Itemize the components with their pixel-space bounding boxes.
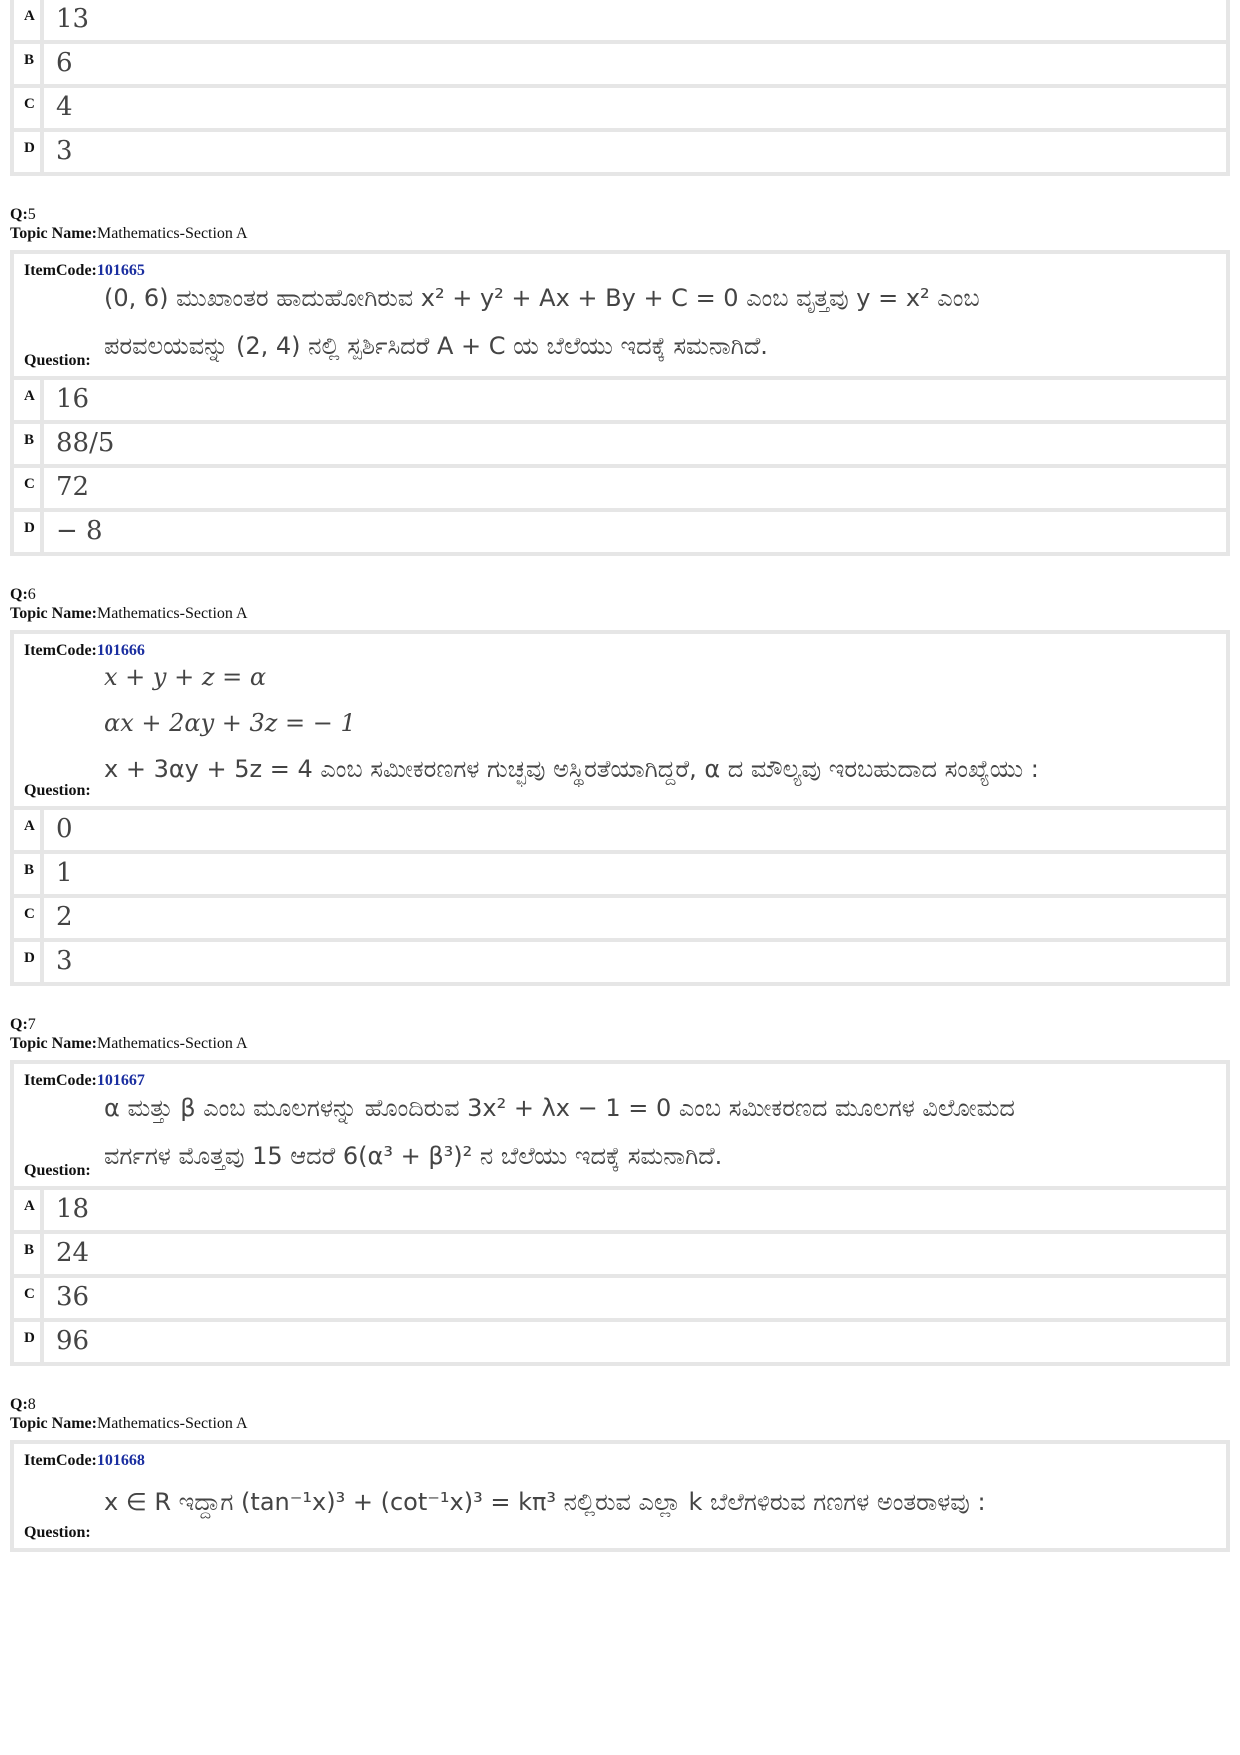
option-row[interactable] (14, 1190, 1226, 1230)
option-row[interactable] (14, 1318, 1226, 1362)
question-line: ವರ್ಗಗಳ ಮೊತ್ತವು 15 ಆದರೆ 6(α³ + β³)² ನ ಬೆಲೆಯು ಇದಕ್ಕೆ ಸಮನಾಗಿದೆ. (104, 1142, 723, 1170)
option-letter: B (14, 424, 44, 464)
item-code: ItemCode:101668 (24, 1452, 145, 1469)
question-number: Q:6 (10, 586, 36, 603)
question-line: x ∈ R ಇದ್ದಾಗ (tan⁻¹x)³ + (cot⁻¹x)³ = kπ³ ನಲ್ಲಿರುವ ಎಲ್ಲಾ k ಬೆಲೆಗಳಿರುವ ಗಣಗಳ ಅಂತರಾಳವು : (104, 1488, 986, 1516)
option-row[interactable] (14, 464, 1226, 508)
option-letter: A (14, 810, 44, 850)
option-value: − 8 (56, 516, 103, 546)
options-list-q4 (10, 0, 1230, 176)
equation-line: x + y + z = α (104, 663, 267, 691)
option-letter: C (14, 1278, 44, 1318)
options-list (10, 1190, 1230, 1366)
option-letter: A (14, 0, 44, 40)
question-line: x + 3αy + 5z = 4 ಎಂಬ ಸಮೀಕರಣಗಳ ಗುಚ್ಛವು ಅಸ್ಥಿರತೆಯಾಗಿದ್ದರೆ, α ದ ಮೌಲ್ಯವು ಇರಬಹುದಾದ ಸಂಖ್ಯೆಯು : (104, 755, 1039, 783)
question-block-5 (10, 206, 1230, 556)
question-number: Q:8 (10, 1396, 36, 1413)
option-value: 16 (56, 384, 90, 414)
topic-name: Topic Name:Mathematics-Section A (10, 1035, 248, 1052)
question-box (10, 250, 1230, 380)
option-row[interactable] (14, 850, 1226, 894)
option-value: 2 (56, 902, 73, 932)
question-line: ಪರವಲಯವನ್ನು (2, 4) ನಲ್ಲಿ ಸ್ಪರ್ಶಿಸಿದರೆ A + C ಯ ಬೆಲೆಯು ಇದಕ್ಕೆ ಸಮನಾಗಿದೆ. (104, 332, 768, 360)
question-number: Q:7 (10, 1016, 36, 1033)
option-row[interactable] (14, 128, 1226, 172)
option-row[interactable] (14, 380, 1226, 420)
question-number: Q:5 (10, 206, 36, 223)
item-code: ItemCode:101665 (24, 262, 145, 279)
option-row[interactable] (14, 1230, 1226, 1274)
question-text (104, 654, 1206, 792)
question-text (104, 274, 1206, 370)
option-row[interactable] (14, 894, 1226, 938)
option-letter: B (14, 44, 44, 84)
item-code: ItemCode:101667 (24, 1072, 145, 1089)
option-letter: D (14, 1322, 44, 1362)
option-value: 36 (56, 1282, 90, 1312)
option-row[interactable] (14, 84, 1226, 128)
option-letter: B (14, 1234, 44, 1274)
option-row[interactable] (14, 40, 1226, 84)
option-row[interactable] (14, 0, 1226, 40)
exam-page (10, 0, 1230, 1552)
option-value: 3 (56, 946, 73, 976)
item-code: ItemCode:101666 (24, 642, 145, 659)
question-text (104, 1084, 1206, 1180)
question-text (104, 1478, 1206, 1526)
topic-name: Topic Name:Mathematics-Section A (10, 1415, 248, 1432)
option-value: 18 (56, 1194, 90, 1224)
option-letter: B (14, 854, 44, 894)
question-label: Question: (24, 1162, 91, 1179)
option-value: 1 (56, 858, 73, 888)
equation-line: αx + 2αy + 3z = − 1 (104, 709, 356, 737)
option-letter: C (14, 898, 44, 938)
options-list (10, 380, 1230, 556)
option-letter: D (14, 942, 44, 982)
option-letter: C (14, 88, 44, 128)
option-row[interactable] (14, 508, 1226, 552)
option-value: 88/5 (56, 428, 115, 458)
question-line: α ಮತ್ತು β ಎಂಬ ಮೂಲಗಳನ್ನು ಹೊಂದಿರುವ 3x² + λx − 1 = 0 ಎಂಬ ಸಮೀಕರಣದ ಮೂಲಗಳ ವಿಲೋಮದ (104, 1094, 1015, 1122)
option-letter: D (14, 132, 44, 172)
options-list (10, 810, 1230, 986)
question-label: Question: (24, 782, 91, 799)
option-row[interactable] (14, 810, 1226, 850)
option-value: 4 (56, 92, 73, 122)
option-letter: D (14, 512, 44, 552)
option-row[interactable] (14, 420, 1226, 464)
question-block-8 (10, 1396, 1230, 1552)
option-value: 0 (56, 814, 73, 844)
question-box (10, 1060, 1230, 1190)
option-row[interactable] (14, 1274, 1226, 1318)
option-row[interactable] (14, 938, 1226, 982)
option-value: 3 (56, 136, 73, 166)
option-value: 13 (56, 4, 90, 34)
option-value: 72 (56, 472, 90, 502)
option-letter: C (14, 468, 44, 508)
topic-name: Topic Name:Mathematics-Section A (10, 225, 248, 242)
question-line: (0, 6) ಮುಖಾಂತರ ಹಾದುಹೋಗಿರುವ x² + y² + Ax + By + C = 0 ಎಂಬ ವೃತ್ತವು y = x² ಎಂಬ (104, 284, 980, 312)
question-label: Question: (24, 1524, 91, 1541)
option-letter: A (14, 380, 44, 420)
option-letter: A (14, 1190, 44, 1230)
option-value: 24 (56, 1238, 90, 1268)
topic-name: Topic Name:Mathematics-Section A (10, 605, 248, 622)
question-block-6 (10, 586, 1230, 986)
option-value: 96 (56, 1326, 90, 1356)
question-box (10, 1440, 1230, 1552)
question-label: Question: (24, 352, 91, 369)
question-block-7 (10, 1016, 1230, 1366)
option-value: 6 (56, 48, 73, 78)
question-box (10, 630, 1230, 810)
